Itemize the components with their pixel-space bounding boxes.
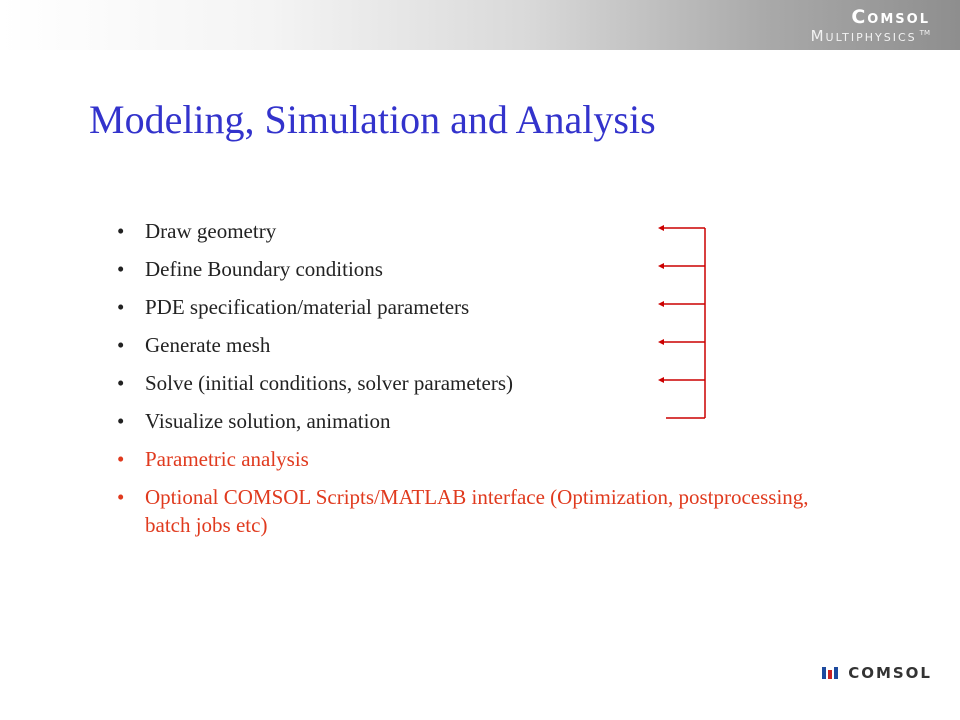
bullet-text: Define Boundary conditions [145,257,383,281]
arrowhead-3 [658,301,664,307]
header-band [0,0,960,50]
logo-bar [834,667,838,679]
bullet-dot: • [117,219,125,243]
bullet-dot: • [117,447,125,471]
logo-bar [822,667,826,679]
bullet-item-solve [117,369,837,397]
comsol-logo-icon [822,667,840,679]
bullet-item-visualize [117,407,837,435]
brand-name: Comsol [851,6,930,28]
bullet-dot: • [117,333,125,357]
bullet-dot: • [117,371,125,395]
bullet-item-parametric-analysis [117,445,837,473]
comsol-footer-logo [822,664,932,682]
bullet-text: Optional COMSOL Scripts/MATLAB interface (Optimization, postprocessing, batch jobs etc) [145,485,809,537]
bullet-text: Solve (initial conditions, solver parameters) [145,371,513,395]
bullet-item-draw-geometry [117,217,837,245]
footer-logo-text: COMSOL [848,664,932,682]
bullet-text: Draw geometry [145,219,277,243]
comsol-multiphysics-logo [811,8,930,44]
bullet-text: Visualize solution, animation [145,409,391,433]
bullet-text: Parametric analysis [145,447,309,471]
bullet-item-optional-scripts [117,483,837,539]
bullet-dot: • [117,485,125,509]
bullet-list [117,217,837,549]
brand-sub [811,29,930,44]
bullet-item-boundary-conditions [117,255,837,283]
bullet-dot: • [117,295,125,319]
bullet-item-pde-specification [117,293,837,321]
bullet-item-generate-mesh [117,331,837,359]
workflow-loop-arrows [650,218,720,428]
logo-bar [828,670,832,679]
arrowhead-2 [658,263,664,269]
bullet-text: PDE specification/material parameters [145,295,470,319]
arrowhead-4 [658,339,664,345]
bullet-text: Generate mesh [145,333,271,357]
bullet-dot: • [117,409,125,433]
arrowhead-1 [658,225,664,231]
slide-title: Modeling, Simulation and Analysis [89,97,656,142]
bullet-dot: • [117,257,125,281]
arrowhead-5 [658,377,664,383]
brand-sub-text: Multiphysics [810,27,917,45]
trademark-mark: TM [919,29,930,37]
